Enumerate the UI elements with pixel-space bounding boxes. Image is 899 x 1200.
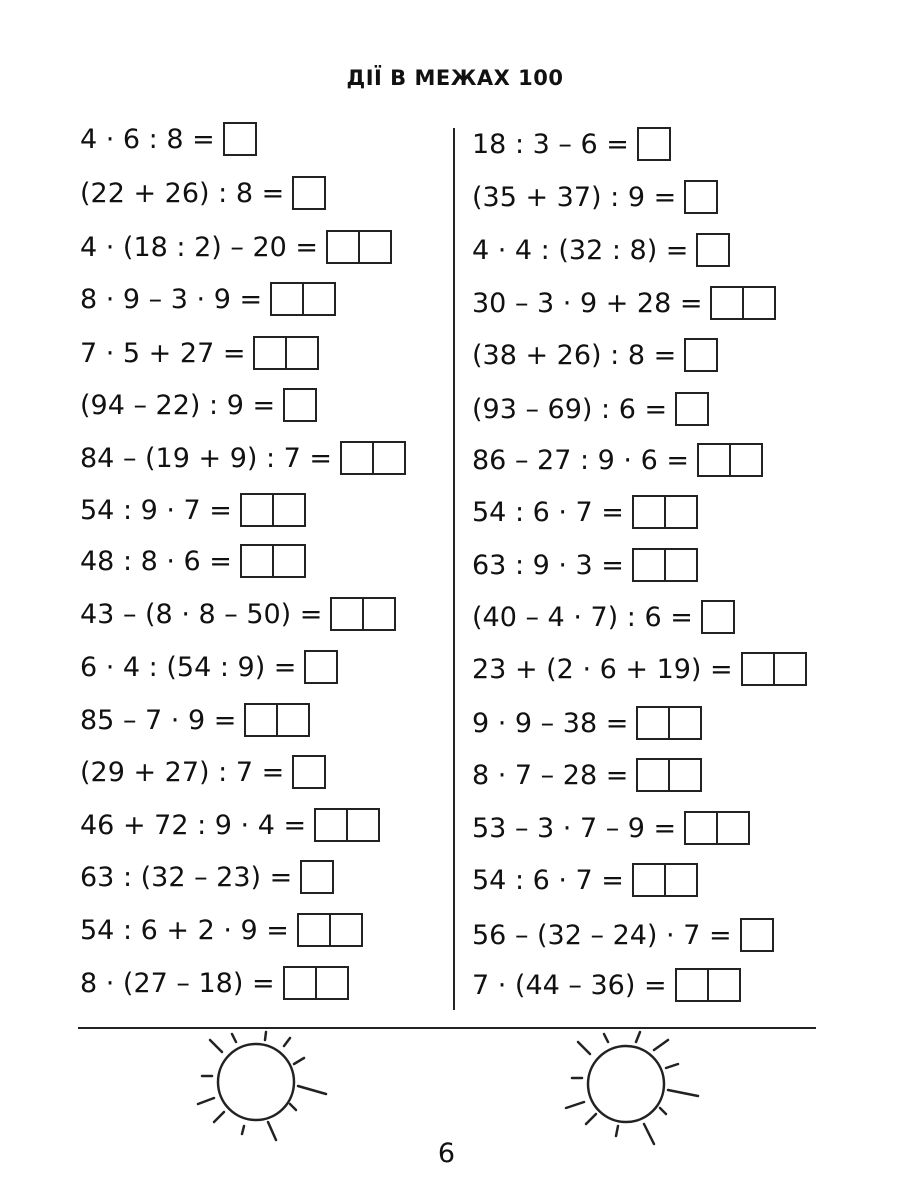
answer-boxes: [297, 913, 363, 947]
exercise-row: [472, 755, 702, 795]
answer-box[interactable]: [292, 755, 326, 789]
answer-box[interactable]: [314, 808, 348, 842]
exercise-row: [80, 963, 349, 1003]
expression-text: (35 + 37) : 9 =: [472, 181, 677, 213]
exercise-row: [80, 438, 406, 478]
expression-text: 43 – (8 · 8 – 50) =: [80, 598, 323, 630]
expression-text: 23 + (2 · 6 + 19) =: [472, 653, 733, 685]
exercise-row: [472, 649, 807, 689]
expression-text: 63 : (32 – 23) =: [80, 861, 293, 893]
answer-boxes: [697, 443, 763, 477]
exercise-row: [472, 335, 718, 375]
answer-boxes: [632, 863, 698, 897]
expression-text: 6 · 4 : (54 : 9) =: [80, 651, 297, 683]
expression-text: (38 + 26) : 8 =: [472, 339, 677, 371]
answer-box[interactable]: [741, 652, 775, 686]
exercise-row: [472, 440, 763, 480]
exercise-row: [80, 857, 334, 897]
expression-text: 4 · 6 : 8 =: [80, 123, 215, 155]
answer-box[interactable]: [637, 127, 671, 161]
answer-box[interactable]: [701, 600, 735, 634]
answer-box[interactable]: [348, 808, 380, 842]
answer-box[interactable]: [274, 493, 306, 527]
answer-boxes: [283, 388, 317, 422]
exercise-row: [80, 910, 363, 950]
exercise-row: [472, 808, 750, 848]
answer-box[interactable]: [675, 968, 709, 1002]
sun-icon: [560, 1030, 700, 1150]
expression-text: 54 : 6 · 7 =: [472, 864, 624, 896]
answer-boxes: [326, 230, 392, 264]
answer-boxes: [710, 286, 776, 320]
answer-box[interactable]: [697, 443, 731, 477]
answer-box[interactable]: [360, 230, 392, 264]
exercise-row: [80, 333, 319, 373]
expression-text: 4 · 4 : (32 : 8) =: [472, 234, 689, 266]
answer-boxes: [253, 336, 319, 370]
answer-box[interactable]: [675, 392, 709, 426]
answer-box[interactable]: [684, 811, 718, 845]
expression-text: 8 · 7 – 28 =: [472, 759, 629, 791]
answer-box[interactable]: [287, 336, 319, 370]
exercise-row: [80, 119, 257, 159]
answer-box[interactable]: [670, 758, 702, 792]
answer-box[interactable]: [744, 286, 776, 320]
answer-box[interactable]: [718, 811, 750, 845]
answer-boxes: [240, 544, 306, 578]
answer-box[interactable]: [670, 706, 702, 740]
expression-text: 85 – 7 · 9 =: [80, 704, 237, 736]
expression-text: 9 · 9 – 38 =: [472, 707, 629, 739]
answer-boxes: [632, 495, 698, 529]
answer-box[interactable]: [666, 495, 698, 529]
exercise-row: [80, 279, 336, 319]
expression-text: (22 + 26) : 8 =: [80, 177, 285, 209]
answer-box[interactable]: [740, 918, 774, 952]
answer-boxes: [314, 808, 380, 842]
answer-box[interactable]: [775, 652, 807, 686]
answer-box[interactable]: [374, 441, 406, 475]
answer-box[interactable]: [696, 233, 730, 267]
exercise-row: [472, 283, 776, 323]
expression-text: 56 – (32 – 24) · 7 =: [472, 919, 732, 951]
answer-box[interactable]: [666, 863, 698, 897]
expression-text: 8 · (27 – 18) =: [80, 967, 275, 999]
answer-boxes: [223, 122, 257, 156]
answer-boxes: [292, 176, 326, 210]
answer-boxes: [684, 338, 718, 372]
answer-box[interactable]: [666, 548, 698, 582]
expression-text: 30 – 3 · 9 + 28 =: [472, 287, 703, 319]
expression-text: 63 : 9 · 3 =: [472, 549, 624, 581]
exercise-row: [472, 389, 709, 429]
exercise-row: [80, 541, 306, 581]
expression-text: 84 – (19 + 9) : 7 =: [80, 442, 333, 474]
answer-boxes: [675, 392, 709, 426]
answer-boxes: [636, 758, 702, 792]
expression-text: (40 – 4 · 7) : 6 =: [472, 601, 693, 633]
exercise-row: [472, 545, 698, 585]
answer-boxes: [675, 968, 741, 1002]
exercise-row: [80, 490, 306, 530]
answer-box[interactable]: [244, 703, 278, 737]
answer-boxes: [270, 282, 336, 316]
answer-boxes: [684, 811, 750, 845]
answer-box[interactable]: [297, 913, 331, 947]
exercise-row: [472, 965, 741, 1005]
answer-box[interactable]: [240, 493, 274, 527]
expression-text: 18 : 3 – 6 =: [472, 128, 629, 160]
column-divider: [453, 128, 455, 1010]
answer-box[interactable]: [304, 282, 336, 316]
exercise-row: [472, 915, 774, 955]
answer-boxes: [340, 441, 406, 475]
answer-box[interactable]: [709, 968, 741, 1002]
answer-box[interactable]: [253, 336, 287, 370]
answer-box[interactable]: [331, 913, 363, 947]
answer-box[interactable]: [710, 286, 744, 320]
expression-text: 54 : 9 · 7 =: [80, 494, 232, 526]
answer-box[interactable]: [340, 441, 374, 475]
page-title: ДІЇ В МЕЖАХ 100: [346, 66, 564, 90]
answer-box[interactable]: [223, 122, 257, 156]
exercise-row: [472, 177, 718, 217]
answer-box[interactable]: [632, 863, 666, 897]
bottom-divider: [78, 1027, 816, 1029]
answer-box[interactable]: [283, 966, 317, 1000]
answer-box[interactable]: [300, 860, 334, 894]
answer-boxes: [240, 493, 306, 527]
answer-box[interactable]: [684, 338, 718, 372]
answer-box[interactable]: [270, 282, 304, 316]
answer-box[interactable]: [632, 548, 666, 582]
answer-box[interactable]: [274, 544, 306, 578]
answer-box[interactable]: [304, 650, 338, 684]
answer-boxes: [637, 127, 671, 161]
expression-text: (29 + 27) : 7 =: [80, 756, 285, 788]
exercise-row: [472, 703, 702, 743]
answer-boxes: [283, 966, 349, 1000]
expression-text: 53 – 3 · 7 – 9 =: [472, 812, 677, 844]
answer-boxes: [244, 703, 310, 737]
expression-text: (94 – 22) : 9 =: [80, 389, 276, 421]
sun-icon: [188, 1030, 328, 1150]
expression-text: 8 · 9 – 3 · 9 =: [80, 283, 263, 315]
expression-text: 86 – 27 : 9 · 6 =: [472, 444, 689, 476]
expression-text: (93 – 69) : 6 =: [472, 393, 668, 425]
expression-text: 48 : 8 · 6 =: [80, 545, 232, 577]
expression-text: 46 + 72 : 9 · 4 =: [80, 809, 307, 841]
answer-box[interactable]: [636, 758, 670, 792]
answer-boxes: [684, 180, 718, 214]
answer-boxes: [740, 918, 774, 952]
answer-box[interactable]: [283, 388, 317, 422]
answer-box[interactable]: [317, 966, 349, 1000]
answer-boxes: [696, 233, 730, 267]
expression-text: 4 · (18 : 2) – 20 =: [80, 231, 319, 263]
answer-boxes: [636, 706, 702, 740]
answer-box[interactable]: [278, 703, 310, 737]
exercise-row: [80, 227, 392, 267]
exercise-row: [80, 647, 338, 687]
exercise-row: [472, 492, 698, 532]
exercise-row: [472, 860, 698, 900]
exercise-row: [80, 173, 326, 213]
answer-box[interactable]: [330, 597, 364, 631]
answer-boxes: [330, 597, 396, 631]
exercise-row: [472, 124, 671, 164]
answer-box[interactable]: [292, 176, 326, 210]
answer-boxes: [632, 548, 698, 582]
expression-text: 54 : 6 + 2 · 9 =: [80, 914, 289, 946]
answer-boxes: [292, 755, 326, 789]
exercise-row: [80, 700, 310, 740]
answer-box[interactable]: [636, 706, 670, 740]
exercise-row: [472, 230, 730, 270]
answer-box[interactable]: [632, 495, 666, 529]
answer-boxes: [741, 652, 807, 686]
expression-text: 7 · 5 + 27 =: [80, 337, 246, 369]
exercise-row: [80, 805, 380, 845]
answer-box[interactable]: [684, 180, 718, 214]
expression-text: 7 · (44 – 36) =: [472, 969, 667, 1001]
exercise-row: [80, 752, 326, 792]
exercise-row: [80, 385, 317, 425]
expression-text: 54 : 6 · 7 =: [472, 496, 624, 528]
exercise-row: [80, 594, 396, 634]
exercise-row: [472, 597, 735, 637]
answer-box[interactable]: [364, 597, 396, 631]
answer-box[interactable]: [731, 443, 763, 477]
answer-boxes: [300, 860, 334, 894]
answer-box[interactable]: [240, 544, 274, 578]
answer-boxes: [304, 650, 338, 684]
answer-box[interactable]: [326, 230, 360, 264]
page-number: 6: [437, 1138, 456, 1169]
answer-boxes: [701, 600, 735, 634]
